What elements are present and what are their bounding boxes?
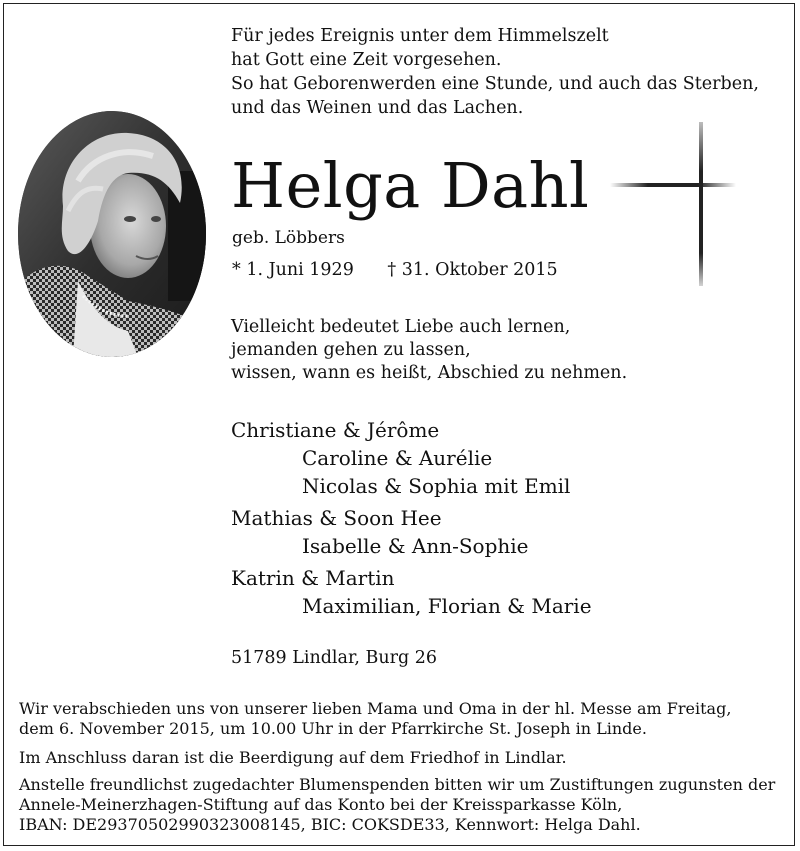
maiden-name: geb. Löbbers xyxy=(232,228,345,248)
notice-line: Im Anschluss daran ist die Beerdigung auf dem Friedhof in Lindlar. xyxy=(19,748,567,767)
poem-line: hat Gott eine Zeit vorgesehen. xyxy=(231,50,502,70)
family-list xyxy=(231,416,592,620)
burial-notice xyxy=(19,748,567,768)
notice-line: IBAN: DE29370502990323008145, BIC: COKSDE33, Kennwort: Helga Dahl. xyxy=(19,815,641,834)
notice-line: Annele-Meinerzhagen-Stiftung auf das Konto bei der Kreissparkasse Köln, xyxy=(19,795,623,814)
poem-line: So hat Geborenwerden eine Stunde, und auch das Sterben, xyxy=(231,74,759,94)
notice-line: Wir verabschieden uns von unserer lieben Mama und Oma in der hl. Messe am Freitag, xyxy=(19,699,732,718)
portrait-image xyxy=(18,111,206,357)
notice-line: Anstelle freundlichst zugedachter Blumenspenden bitten wir um Zustiftungen zugunsten der xyxy=(19,775,776,794)
family-child: Caroline & Aurélie xyxy=(302,446,493,470)
portrait-photo xyxy=(18,111,206,357)
verse-line: Vielleicht bedeutet Liebe auch lernen, xyxy=(231,317,571,337)
life-dates xyxy=(232,260,558,280)
family-parent: Katrin & Martin xyxy=(231,566,395,590)
verse-line: jemanden gehen zu lassen, xyxy=(231,340,471,360)
family-child: Maximilian, Florian & Marie xyxy=(302,594,592,618)
verse xyxy=(231,316,627,385)
address: 51789 Lindlar, Burg 26 xyxy=(231,648,438,668)
notice-line: dem 6. November 2015, um 10.00 Uhr in der Pfarrkirche St. Joseph in Linde. xyxy=(19,719,647,738)
family-parent: Mathias & Soon Hee xyxy=(231,506,442,530)
poem-line: Für jedes Ereignis unter dem Himmelszelt xyxy=(231,26,609,46)
poem xyxy=(231,24,759,120)
mass-notice xyxy=(19,699,731,739)
family-parent: Christiane & Jérôme xyxy=(231,418,440,442)
cross-icon xyxy=(610,122,736,286)
deceased-name: Helga Dahl xyxy=(231,149,590,222)
family-child: Nicolas & Sophia mit Emil xyxy=(302,474,571,498)
verse-line: wissen, wann es heißt, Abschied zu nehmen. xyxy=(231,363,628,383)
poem-line: und das Weinen und das Lachen. xyxy=(231,98,524,118)
donation-notice xyxy=(19,775,775,835)
death-date: † 31. Oktober 2015 xyxy=(387,260,558,280)
family-child: Isabelle & Ann-Sophie xyxy=(302,534,529,558)
birth-date: * 1. Juni 1929 xyxy=(232,260,354,280)
